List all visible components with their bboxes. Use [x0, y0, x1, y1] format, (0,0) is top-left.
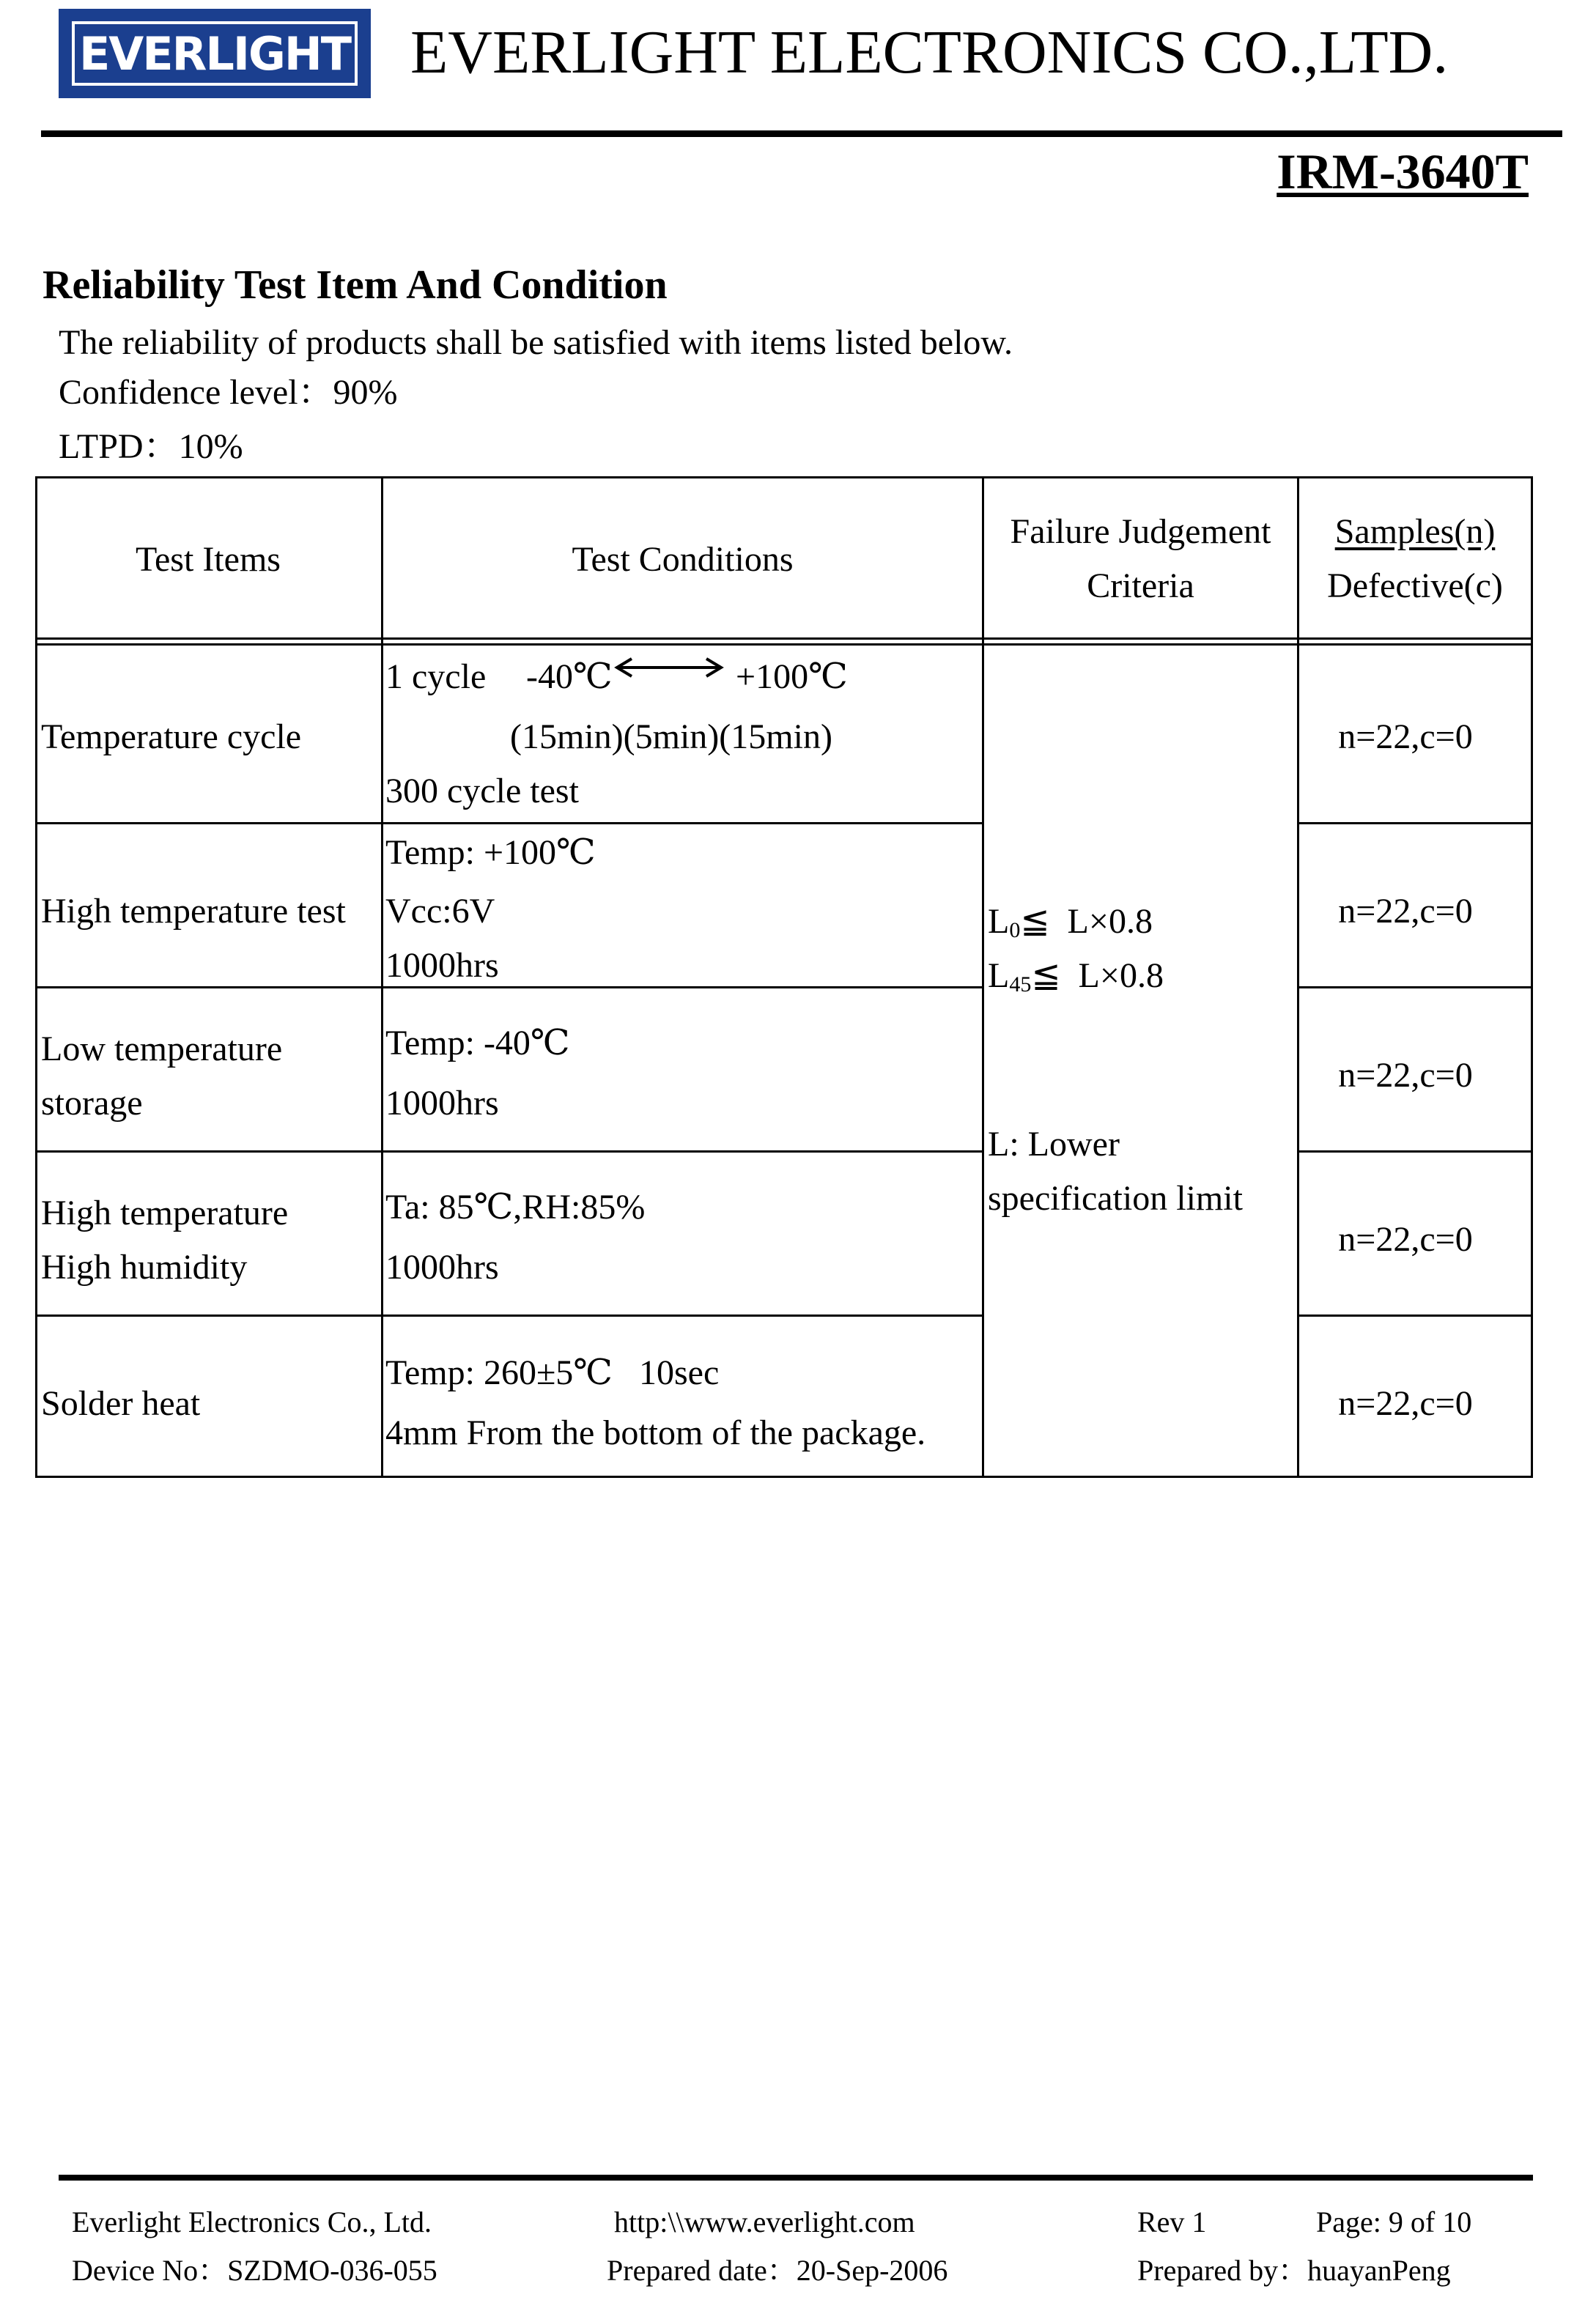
- row5-samples: n=22,c=0: [1338, 1384, 1473, 1423]
- row-sep-1b: [1297, 822, 1533, 824]
- row3-cond-hours: 1000hrs: [385, 1084, 499, 1123]
- table-border-left: [35, 476, 37, 1478]
- row4-item-line1: High temperature: [41, 1194, 289, 1232]
- header-defective: Defective(c): [1327, 566, 1503, 605]
- header-criteria-line1: Failure Judgement: [1010, 512, 1271, 551]
- intro-text: The reliability of products shall be satisfied with items listed below.: [59, 323, 1013, 362]
- footer-page: Page: 9 of 10: [1316, 2205, 1472, 2238]
- footer-url: http:\\www.everlight.com: [614, 2205, 915, 2238]
- footer-prepared-by: Prepared by：huayanPeng: [1137, 2254, 1451, 2287]
- row3-cond-temp: Temp: -40℃: [385, 1024, 570, 1062]
- col-sep-2: [982, 476, 984, 1478]
- header-test-items: Test Items: [136, 540, 281, 579]
- row1-cond-high: +100℃: [736, 657, 848, 696]
- row2-item: High temperature test: [41, 892, 346, 931]
- confidence-level: Confidence level：90%: [59, 373, 398, 412]
- header-rule-1: [35, 637, 1533, 640]
- col-sep-3: [1297, 476, 1299, 1478]
- part-number: IRM-3640T: [1277, 144, 1529, 199]
- criteria-note-line2: specification limit: [988, 1179, 1243, 1218]
- row-sep-4a: [35, 1315, 984, 1317]
- company-logo: [59, 9, 371, 98]
- footer-company: Everlight Electronics Co., Ltd.: [72, 2205, 432, 2238]
- row1-cond-cycle: 1 cycle: [385, 657, 487, 696]
- table-border-right: [1531, 476, 1533, 1478]
- footer-prepared-date: Prepared date：20-Sep-2006: [607, 2254, 948, 2287]
- row1-samples: n=22,c=0: [1338, 717, 1473, 756]
- criteria-l45: L45≦ L×0.8: [988, 956, 1164, 996]
- row1-cond-low: -40℃: [526, 657, 613, 696]
- footer-divider: [59, 2175, 1533, 2181]
- row2-samples: n=22,c=0: [1338, 892, 1473, 931]
- row-sep-3a: [35, 1150, 984, 1153]
- header-criteria-line2: Criteria: [1087, 566, 1194, 605]
- row4-cond-climate: Ta: 85℃,RH:85%: [385, 1188, 646, 1227]
- row-sep-1a: [35, 822, 984, 824]
- row5-item: Solder heat: [41, 1384, 201, 1423]
- row-sep-2b: [1297, 986, 1533, 988]
- row-sep-3b: [1297, 1150, 1533, 1153]
- row1-item: Temperature cycle: [41, 717, 302, 756]
- header-rule-2: [35, 643, 1533, 646]
- footer-device-no: Device No：SZDMO-036-055: [72, 2254, 437, 2287]
- row4-item-line2: High humidity: [41, 1248, 248, 1287]
- row2-cond-temp: Temp: +100℃: [385, 833, 596, 872]
- reliability-table: [35, 476, 1533, 1502]
- criteria-note-line1: L: Lower: [988, 1125, 1120, 1164]
- row5-cond-temp: Temp: 260±5℃ 10sec: [385, 1353, 720, 1392]
- row-sep-4b: [1297, 1315, 1533, 1317]
- row5-cond-position: 4mm From the bottom of the package.: [385, 1413, 926, 1452]
- row-sep-2a: [35, 986, 984, 988]
- row4-cond-hours: 1000hrs: [385, 1248, 499, 1287]
- row3-samples: n=22,c=0: [1338, 1056, 1473, 1095]
- col-sep-1: [381, 476, 383, 1478]
- ltpd-value: LTPD：10%: [59, 427, 243, 466]
- table-border-bottom: [35, 1476, 1533, 1478]
- row3-item-line2: storage: [41, 1084, 143, 1123]
- header-test-conditions: Test Conditions: [572, 540, 794, 579]
- double-arrow-icon: [614, 657, 724, 678]
- footer-rev: Rev 1: [1137, 2205, 1207, 2238]
- logo-text: EVERLIGHT: [72, 21, 358, 86]
- header-samples: Samples(n): [1334, 512, 1496, 551]
- row2-cond-hours: 1000hrs: [385, 946, 499, 985]
- row1-cond-count: 300 cycle test: [385, 772, 579, 810]
- row1-cond-durations: (15min)(5min)(15min): [510, 717, 832, 756]
- row3-item-line1: Low temperature: [41, 1029, 283, 1068]
- criteria-l0: L0≦ L×0.8: [988, 902, 1153, 942]
- company-name: EVERLIGHT ELECTRONICS CO.,LTD.: [410, 18, 1449, 86]
- row2-cond-vcc: Vcc:6V: [385, 892, 495, 931]
- section-title: Reliability Test Item And Condition: [43, 262, 668, 308]
- row4-samples: n=22,c=0: [1338, 1220, 1473, 1259]
- table-border-top: [35, 476, 1533, 478]
- header-divider: [41, 130, 1562, 137]
